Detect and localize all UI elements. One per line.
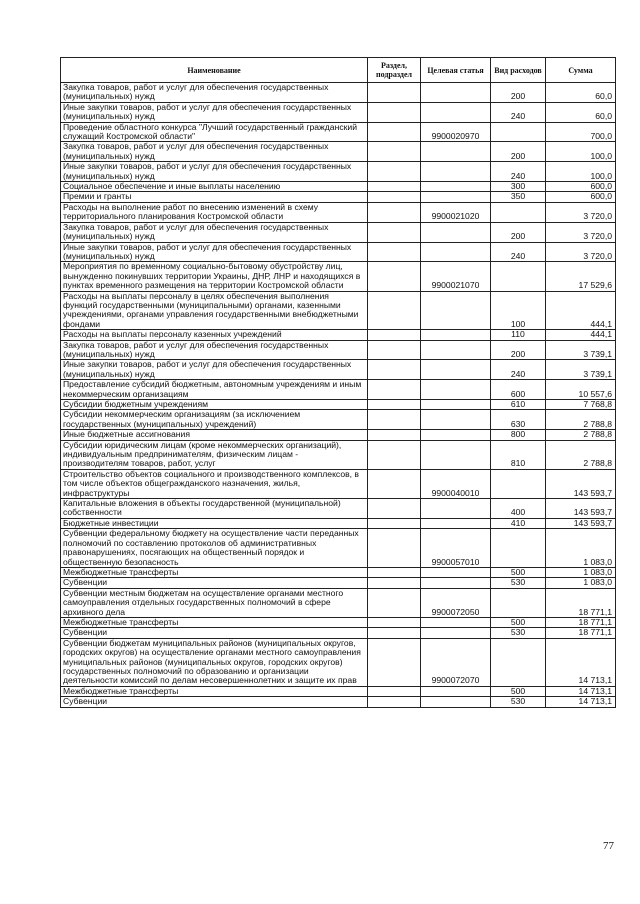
table-row	[61, 142, 616, 162]
row-name-cell: Субсидии некоммерческим организациям (за исключением государственных (муниципальных) учреждений)	[61, 410, 368, 430]
header-name: Наименование	[61, 58, 368, 83]
row-sum-cell: 3 739,1	[546, 360, 616, 380]
row-section-cell	[368, 588, 421, 617]
row-section-cell	[368, 499, 421, 519]
row-article-cell	[421, 578, 491, 588]
row-type-cell: 400	[491, 499, 546, 519]
table-row	[61, 360, 616, 380]
row-article-cell	[421, 499, 491, 519]
row-name-cell: Строительство объектов социального и производственного комплексов, в том числе объектов общегражданского назначения, жилья, инфраструктуры	[61, 469, 368, 498]
row-type-cell: 530	[491, 697, 546, 707]
row-type-cell	[491, 469, 546, 498]
row-name-cell: Расходы на выплаты персоналу казенных учреждений	[61, 330, 368, 340]
row-section-cell	[368, 202, 421, 222]
row-section-cell	[368, 142, 421, 162]
row-sum-cell: 1 083,0	[546, 567, 616, 577]
table-row	[61, 102, 616, 122]
row-type-cell: 810	[491, 440, 546, 469]
row-sum-cell: 18 771,1	[546, 617, 616, 627]
row-type-cell: 100	[491, 291, 546, 330]
row-article-cell	[421, 330, 491, 340]
table-row	[61, 697, 616, 707]
table-row	[61, 518, 616, 528]
table-row	[61, 469, 616, 498]
row-section-cell	[368, 360, 421, 380]
table-row	[61, 242, 616, 262]
row-name-cell: Субсидии юридическим лицам (кроме некоммерческих организаций), индивидуальным предпринимателям, физическим лицам - производителям товаров, работ, услуг	[61, 440, 368, 469]
budget-table	[60, 57, 616, 708]
row-article-cell	[421, 617, 491, 627]
row-article-cell	[421, 400, 491, 410]
row-name-cell: Субвенции	[61, 578, 368, 588]
table-row	[61, 638, 616, 686]
row-section-cell	[368, 262, 421, 291]
row-sum-cell: 3 720,0	[546, 222, 616, 242]
header-type: Вид расходов	[491, 58, 546, 83]
row-article-cell: 9900020970	[421, 122, 491, 142]
row-section-cell	[368, 380, 421, 400]
row-section-cell	[368, 222, 421, 242]
row-name-cell: Бюджетные инвестиции	[61, 518, 368, 528]
row-article-cell: 9900072070	[421, 638, 491, 686]
table-row	[61, 262, 616, 291]
row-sum-cell: 600,0	[546, 182, 616, 192]
row-sum-cell: 10 557,6	[546, 380, 616, 400]
row-article-cell	[421, 567, 491, 577]
row-name-cell: Субвенции федеральному бюджету на осуществление части переданных полномочий по составлению протоколов об административных правонарушениях, посягающих на общественный порядок и общественную безопасность	[61, 529, 368, 568]
row-type-cell	[491, 588, 546, 617]
row-article-cell: 9900072050	[421, 588, 491, 617]
row-section-cell	[368, 567, 421, 577]
row-name-cell: Закупка товаров, работ и услуг для обеспечения государственных (муниципальных) нужд	[61, 83, 368, 103]
row-article-cell	[421, 102, 491, 122]
row-article-cell: 9900057010	[421, 529, 491, 568]
row-type-cell	[491, 122, 546, 142]
row-sum-cell: 14 713,1	[546, 697, 616, 707]
row-name-cell: Закупка товаров, работ и услуг для обеспечения государственных (муниципальных) нужд	[61, 142, 368, 162]
row-type-cell: 200	[491, 83, 546, 103]
row-sum-cell: 143 593,7	[546, 469, 616, 498]
table-row	[61, 380, 616, 400]
table-row	[61, 202, 616, 222]
row-article-cell	[421, 192, 491, 202]
row-sum-cell: 2 788,8	[546, 410, 616, 430]
row-type-cell: 200	[491, 222, 546, 242]
row-section-cell	[368, 182, 421, 192]
row-name-cell: Субвенции бюджетам муниципальных районов (муниципальных округов, городских округов) на осуществление органами местного самоуправления муниципальных районов (муниципальных округов, городских округов) государственных полномочий по образованию и организации деятельности комиссий по делам несовершеннолетних и защите их прав	[61, 638, 368, 686]
row-sum-cell: 18 771,1	[546, 628, 616, 638]
table-row	[61, 567, 616, 577]
row-section-cell	[368, 686, 421, 696]
row-article-cell	[421, 430, 491, 440]
row-article-cell: 9900021070	[421, 262, 491, 291]
row-section-cell	[368, 83, 421, 103]
header-sum: Сумма	[546, 58, 616, 83]
row-section-cell	[368, 410, 421, 430]
table-row	[61, 617, 616, 627]
row-type-cell: 200	[491, 340, 546, 360]
row-name-cell: Закупка товаров, работ и услуг для обеспечения государственных (муниципальных) нужд	[61, 222, 368, 242]
header-article: Целевая статья	[421, 58, 491, 83]
table-row	[61, 686, 616, 696]
table-row	[61, 499, 616, 519]
row-sum-cell: 17 529,6	[546, 262, 616, 291]
row-sum-cell: 100,0	[546, 142, 616, 162]
row-section-cell	[368, 162, 421, 182]
row-name-cell: Иные бюджетные ассигнования	[61, 430, 368, 440]
row-sum-cell: 100,0	[546, 162, 616, 182]
row-sum-cell: 1 083,0	[546, 529, 616, 568]
row-name-cell: Премии и гранты	[61, 192, 368, 202]
row-sum-cell: 600,0	[546, 192, 616, 202]
row-type-cell	[491, 262, 546, 291]
row-sum-cell: 14 713,1	[546, 638, 616, 686]
row-sum-cell: 700,0	[546, 122, 616, 142]
row-name-cell: Иные закупки товаров, работ и услуг для обеспечения государственных (муниципальных) нужд	[61, 242, 368, 262]
row-section-cell	[368, 469, 421, 498]
row-section-cell	[368, 400, 421, 410]
table-row	[61, 330, 616, 340]
row-section-cell	[368, 578, 421, 588]
row-article-cell: 9900021020	[421, 202, 491, 222]
table-row	[61, 162, 616, 182]
row-section-cell	[368, 518, 421, 528]
row-section-cell	[368, 430, 421, 440]
row-article-cell	[421, 410, 491, 430]
row-type-cell: 530	[491, 578, 546, 588]
row-section-cell	[368, 291, 421, 330]
row-type-cell: 240	[491, 242, 546, 262]
row-name-cell: Субвенции местным бюджетам на осуществление органами местного самоуправления отдельных государственных полномочий в сфере архивного дела	[61, 588, 368, 617]
table-row	[61, 122, 616, 142]
row-sum-cell: 444,1	[546, 330, 616, 340]
row-type-cell: 410	[491, 518, 546, 528]
row-article-cell	[421, 291, 491, 330]
row-name-cell: Иные закупки товаров, работ и услуг для обеспечения государственных (муниципальных) нужд	[61, 102, 368, 122]
row-article-cell	[421, 380, 491, 400]
row-article-cell	[421, 518, 491, 528]
row-section-cell	[368, 529, 421, 568]
table-row	[61, 222, 616, 242]
row-type-cell	[491, 638, 546, 686]
row-sum-cell: 3 739,1	[546, 340, 616, 360]
row-article-cell	[421, 222, 491, 242]
table-header-row	[61, 58, 616, 83]
row-sum-cell: 2 788,8	[546, 430, 616, 440]
row-name-cell: Межбюджетные трансферты	[61, 617, 368, 627]
row-type-cell: 110	[491, 330, 546, 340]
row-name-cell: Мероприятия по временному социально-бытовому обустройству лиц, вынужденно покинувших территории Украины, ДНР, ЛНР и находящихся в пунктах временного размещения на территории Костромской области	[61, 262, 368, 291]
row-section-cell	[368, 192, 421, 202]
row-sum-cell: 7 768,8	[546, 400, 616, 410]
row-type-cell	[491, 529, 546, 568]
row-type-cell: 350	[491, 192, 546, 202]
row-name-cell: Расходы на выполнение работ по внесению изменений в схему территориального планирования Костромской области	[61, 202, 368, 222]
row-sum-cell: 18 771,1	[546, 588, 616, 617]
row-section-cell	[368, 440, 421, 469]
table-row	[61, 588, 616, 617]
row-type-cell: 500	[491, 567, 546, 577]
row-section-cell	[368, 340, 421, 360]
row-type-cell: 630	[491, 410, 546, 430]
row-article-cell	[421, 686, 491, 696]
row-sum-cell: 2 788,8	[546, 440, 616, 469]
table-row	[61, 410, 616, 430]
row-article-cell	[421, 83, 491, 103]
row-name-cell: Иные закупки товаров, работ и услуг для обеспечения государственных (муниципальных) нужд	[61, 162, 368, 182]
table-row	[61, 628, 616, 638]
row-sum-cell: 3 720,0	[546, 242, 616, 262]
row-type-cell: 610	[491, 400, 546, 410]
table-row	[61, 529, 616, 568]
row-section-cell	[368, 617, 421, 627]
row-type-cell	[491, 202, 546, 222]
row-type-cell: 200	[491, 142, 546, 162]
row-name-cell: Иные закупки товаров, работ и услуг для обеспечения государственных (муниципальных) нужд	[61, 360, 368, 380]
row-article-cell	[421, 142, 491, 162]
row-type-cell: 300	[491, 182, 546, 192]
row-sum-cell: 1 083,0	[546, 578, 616, 588]
row-name-cell: Субвенции	[61, 697, 368, 707]
row-name-cell: Предоставление субсидий бюджетным, автономным учреждениям и иным некоммерческим организациям	[61, 380, 368, 400]
row-name-cell: Проведение областного конкурса "Лучший государственный гражданский служащий Костромской области"	[61, 122, 368, 142]
table-row	[61, 182, 616, 192]
row-sum-cell: 143 593,7	[546, 499, 616, 519]
row-type-cell: 240	[491, 162, 546, 182]
row-article-cell	[421, 242, 491, 262]
table-row	[61, 430, 616, 440]
table-row	[61, 291, 616, 330]
row-type-cell: 240	[491, 360, 546, 380]
row-sum-cell: 3 720,0	[546, 202, 616, 222]
row-sum-cell: 14 713,1	[546, 686, 616, 696]
table-row	[61, 192, 616, 202]
row-name-cell: Субсидии бюджетным учреждениям	[61, 400, 368, 410]
row-article-cell	[421, 628, 491, 638]
row-article-cell	[421, 340, 491, 360]
row-name-cell: Межбюджетные трансферты	[61, 567, 368, 577]
row-article-cell	[421, 162, 491, 182]
row-sum-cell: 444,1	[546, 291, 616, 330]
row-sum-cell: 143 593,7	[546, 518, 616, 528]
row-article-cell	[421, 182, 491, 192]
row-name-cell: Закупка товаров, работ и услуг для обеспечения государственных (муниципальных) нужд	[61, 340, 368, 360]
row-name-cell: Капитальные вложения в объекты государственной (муниципальной) собственности	[61, 499, 368, 519]
table-row	[61, 83, 616, 103]
row-name-cell: Субвенции	[61, 628, 368, 638]
row-article-cell	[421, 440, 491, 469]
row-sum-cell: 60,0	[546, 83, 616, 103]
table-body	[61, 83, 616, 708]
row-article-cell	[421, 697, 491, 707]
table-row	[61, 578, 616, 588]
row-type-cell: 500	[491, 686, 546, 696]
row-section-cell	[368, 628, 421, 638]
row-type-cell: 800	[491, 430, 546, 440]
row-name-cell: Межбюджетные трансферты	[61, 686, 368, 696]
row-section-cell	[368, 697, 421, 707]
row-type-cell: 530	[491, 628, 546, 638]
row-type-cell: 500	[491, 617, 546, 627]
row-name-cell: Социальное обеспечение и иные выплаты населению	[61, 182, 368, 192]
row-section-cell	[368, 242, 421, 262]
page-number: 77	[603, 840, 614, 852]
row-sum-cell: 60,0	[546, 102, 616, 122]
row-article-cell	[421, 360, 491, 380]
row-section-cell	[368, 122, 421, 142]
header-section: Раздел, подраздел	[368, 58, 421, 83]
row-article-cell: 9900040010	[421, 469, 491, 498]
table-row	[61, 400, 616, 410]
row-name-cell: Расходы на выплаты персоналу в целях обеспечения выполнения функций государственными (муниципальными) органами, казенными учреждениями, органами управления государственными внебюджетными фондами	[61, 291, 368, 330]
row-type-cell: 240	[491, 102, 546, 122]
row-section-cell	[368, 330, 421, 340]
row-section-cell	[368, 638, 421, 686]
table-row	[61, 340, 616, 360]
row-type-cell: 600	[491, 380, 546, 400]
row-section-cell	[368, 102, 421, 122]
table-row	[61, 440, 616, 469]
